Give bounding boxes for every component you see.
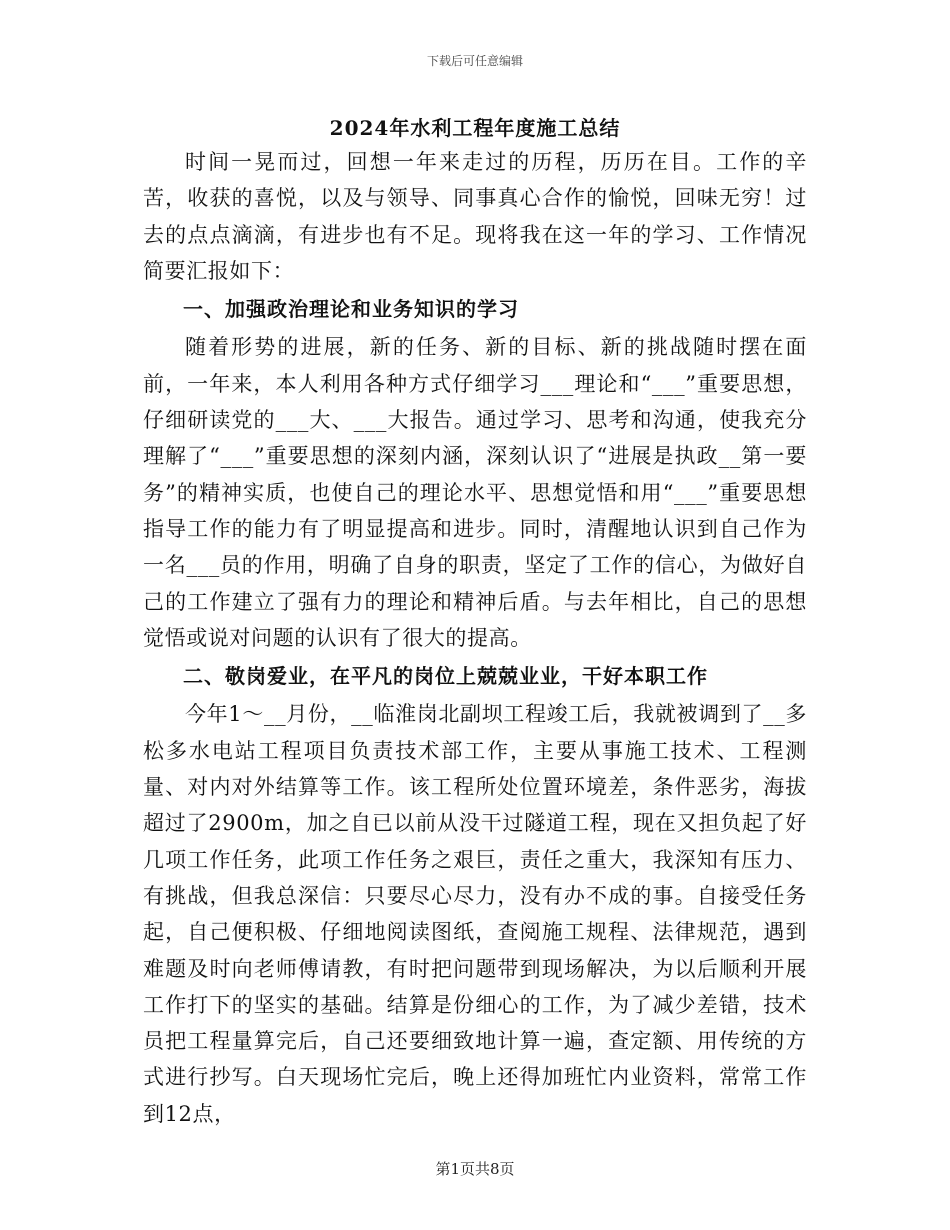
intro-paragraph: 时间一晃而过，回想一年来走过的历程，历历在目。工作的辛苦，收获的喜悦，以及与领导、同事真心合作的愉悦，回味无穷！过去的点点滴滴，有进步也有不足。现将我在这一年的学习、工作情况简要汇报如下： [143, 150, 807, 283]
section-heading-1: 一、加强政治理论和业务知识的学习 [183, 297, 519, 322]
header-note: 下载后可任意编辑 [426, 54, 523, 68]
document-title: 2024年水利工程年度施工总结 [329, 116, 621, 140]
page-number-footer: 第1页共8页 [435, 1160, 515, 1178]
section-paragraph-2: 今年1～__月份，__临淮岗北副坝工程竣工后，我就被调到了__多松多水电站工程项目负责技术部工作，主要从事施工技术、工程测量、对内对外结算等工作。该工程所处位置环境差，条件恶劣，海拔超过了2900m，加之自已以前从没干过隧道工程，现在又担负起了好几项工作任务，此项工作任务之艰巨，责任之重大，我深知有压力、有挑战，但我总深信：只要尽心尽力，没有办不成的事。自接受任务起，自己便积极、仔细地阅读图纸，查阅施工规程、法律规范，遇到难题及时向老师傅请教，有时把问题带到现场解决，为以后顺利开展工作打下的坚实的基础。结算是份细心的工作，为了减少差错，技术员把工程量算完后，自己还要细致地计算一遍，查定额、用传统的方式进行抄写。白天现场忙完后，晚上还得加班忙内业资料，常常工作到12点， [143, 702, 807, 1126]
section-paragraph-1: 随着形势的进展，新的任务、新的目标、新的挑战随时摆在面前，一年来，本人利用各种方式仔细学习___理论和“___”重要思想，仔细研读党的___大、___大报告。通过学习、思考和沟通，使我充分理解了“___”重要思想的深刻内涵，深刻认识了“进展是执政__第一要务”的精神实质，也使自己的理论水平、思想觉悟和用“___”重要思想指导工作的能力有了明显提高和进步。同时，清醒地认识到自己作为一名___员的作用，明确了自身的职责，坚定了工作的信心，为做好自己的工作建立了强有力的理论和精神后盾。与去年相比，自己的思想觉悟或说对问题的认识有了很大的提高。 [143, 335, 807, 650]
section-heading-2: 二、敬岗爱业，在平凡的岗位上兢兢业业，干好本职工作 [183, 664, 708, 689]
document-body [143, 144, 807, 1132]
